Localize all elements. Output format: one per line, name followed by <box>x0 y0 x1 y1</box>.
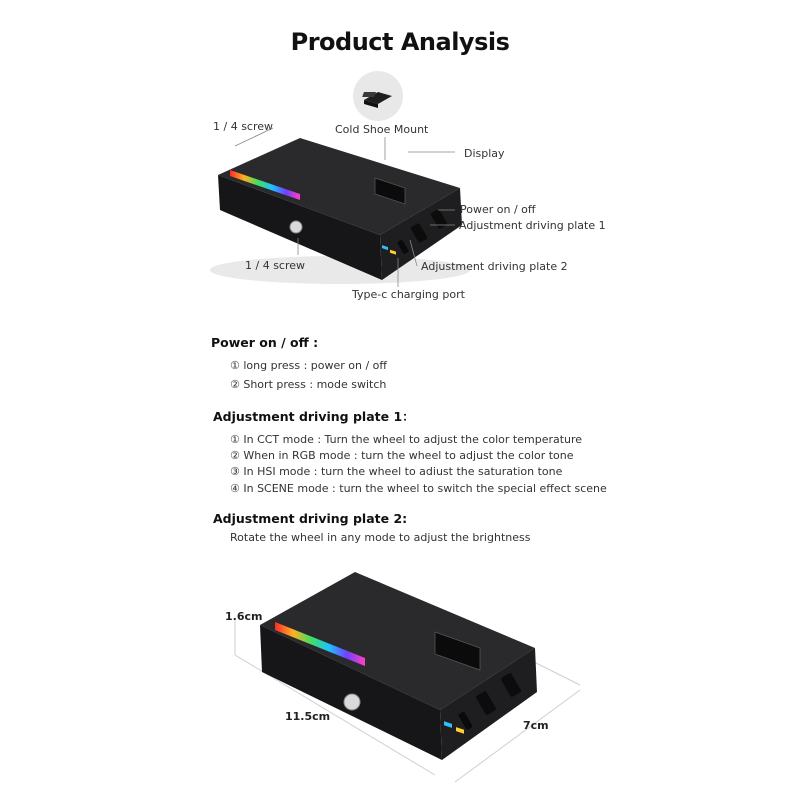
page-title: Product Analysis <box>290 28 510 56</box>
callout-screw-top: 1 / 4 screw <box>213 120 274 133</box>
callout-cold-shoe: Cold Shoe Mount <box>335 123 429 136</box>
list-item: ① long press : power on / off <box>230 359 387 372</box>
list-item: ② When in RGB mode : turn the wheel to adjust the color tone <box>230 449 574 462</box>
section-heading-plate2: Adjustment driving plate 2: <box>213 511 408 526</box>
dimension-height: 1.6cm <box>225 610 263 623</box>
callout-plate2: Adjustment driving plate 2 <box>421 260 568 273</box>
device-image-bottom <box>200 560 600 800</box>
list-item: ④ In SCENE mode : turn the wheel to switch the special effect scene <box>230 482 607 495</box>
list-item: ① In CCT mode : Turn the wheel to adjust the color temperature <box>230 433 583 446</box>
callout-display: Display <box>464 147 505 160</box>
callout-screw-bottom: 1 / 4 screw <box>245 259 306 272</box>
section-heading-plate1: Adjustment driving plate 1： <box>213 409 415 424</box>
dimension-length: 11.5cm <box>285 710 331 723</box>
dimension-width: 7cm <box>523 719 549 732</box>
callout-plate1: Adjustment driving plate 1 <box>459 219 606 232</box>
list-item: Rotate the wheel in any mode to adjust the brightness <box>230 531 531 544</box>
callout-power: Power on / off <box>460 203 536 216</box>
list-item: ③ In HSI mode : turn the wheel to adiust the saturation tone <box>230 465 563 478</box>
callout-typec: Type-c charging port <box>352 288 465 301</box>
section-heading-power: Power on / off : <box>211 335 319 350</box>
list-item: ② Short press : mode switch <box>230 378 387 391</box>
